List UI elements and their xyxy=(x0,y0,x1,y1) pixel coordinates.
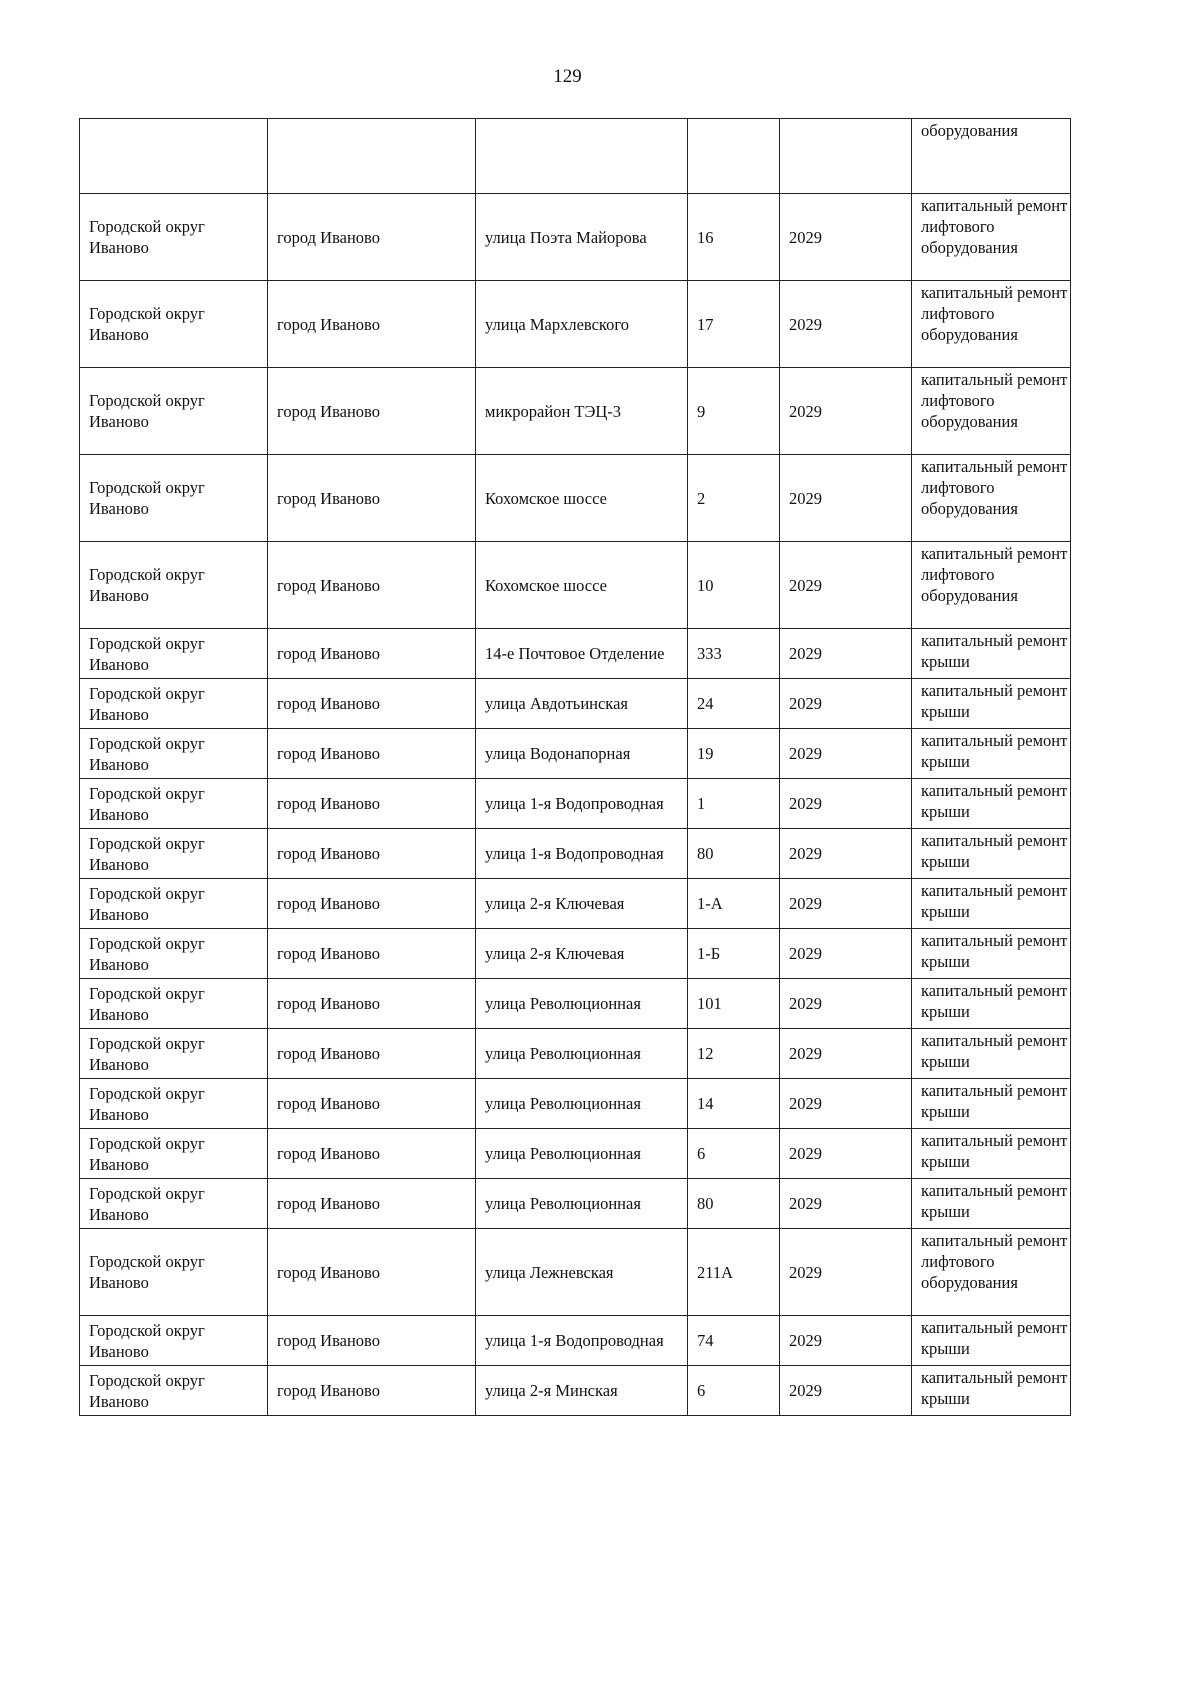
cell-year: 2029 xyxy=(780,629,912,679)
continuation-row xyxy=(80,119,1071,194)
table-row xyxy=(80,368,1071,455)
cell-city: город Иваново xyxy=(268,368,476,455)
table-row xyxy=(80,829,1071,879)
cell-city: город Иваново xyxy=(268,1366,476,1416)
table-row xyxy=(80,1079,1071,1129)
cell-work: капитальный ремонт лифтового оборудования xyxy=(912,542,1071,629)
cell-city: город Иваново xyxy=(268,779,476,829)
cell-street: улица Революционная xyxy=(476,1129,688,1179)
cell-district: Городской округ Иваново xyxy=(80,1229,268,1316)
cell-house: 16 xyxy=(688,194,780,281)
cell-district: Городской округ Иваново xyxy=(80,679,268,729)
cell-house: 14 xyxy=(688,1079,780,1129)
cell-district: Городской округ Иваново xyxy=(80,1366,268,1416)
cell-work: капитальный ремонт крыши xyxy=(912,829,1071,879)
cell-house: 17 xyxy=(688,281,780,368)
cell-district: Городской округ Иваново xyxy=(80,729,268,779)
cell-street: улица 2-я Минская xyxy=(476,1366,688,1416)
cell-city: город Иваново xyxy=(268,542,476,629)
cell-city: город Иваново xyxy=(268,1129,476,1179)
cell-year: 2029 xyxy=(780,542,912,629)
table-row xyxy=(80,779,1071,829)
cell-city: город Иваново xyxy=(268,455,476,542)
cell-street: улица Водонапорная xyxy=(476,729,688,779)
cell-district: Городской округ Иваново xyxy=(80,455,268,542)
cell-work: капитальный ремонт лифтового оборудования xyxy=(912,1229,1071,1316)
table-row xyxy=(80,194,1071,281)
cell-work: капитальный ремонт крыши xyxy=(912,879,1071,929)
cell-house: 12 xyxy=(688,1029,780,1079)
cell-district: Городской округ Иваново xyxy=(80,281,268,368)
cell-district xyxy=(80,119,268,194)
cell-street: улица 1-я Водопроводная xyxy=(476,1316,688,1366)
cell-year: 2029 xyxy=(780,1316,912,1366)
cell-year: 2029 xyxy=(780,1129,912,1179)
cell-street: улица Революционная xyxy=(476,979,688,1029)
cell-city xyxy=(268,119,476,194)
cell-district: Городской округ Иваново xyxy=(80,542,268,629)
cell-district: Городской округ Иваново xyxy=(80,1129,268,1179)
cell-year: 2029 xyxy=(780,829,912,879)
cell-work: капитальный ремонт крыши xyxy=(912,629,1071,679)
cell-work: капитальный ремонт крыши xyxy=(912,779,1071,829)
table-row xyxy=(80,542,1071,629)
cell-work: капитальный ремонт крыши xyxy=(912,1129,1071,1179)
cell-street: Кохомское шоссе xyxy=(476,455,688,542)
table-row xyxy=(80,1229,1071,1316)
table-row xyxy=(80,879,1071,929)
cell-house: 211А xyxy=(688,1229,780,1316)
cell-district: Городской округ Иваново xyxy=(80,368,268,455)
cell-year: 2029 xyxy=(780,1029,912,1079)
table-row xyxy=(80,1129,1071,1179)
cell-year: 2029 xyxy=(780,929,912,979)
cell-street: Кохомское шоссе xyxy=(476,542,688,629)
cell-district: Городской округ Иваново xyxy=(80,979,268,1029)
cell-house: 19 xyxy=(688,729,780,779)
cell-house: 6 xyxy=(688,1366,780,1416)
table-row xyxy=(80,929,1071,979)
cell-house: 6 xyxy=(688,1129,780,1179)
cell-district: Городской округ Иваново xyxy=(80,1316,268,1366)
cell-district: Городской округ Иваново xyxy=(80,779,268,829)
cell-work: капитальный ремонт лифтового оборудования xyxy=(912,194,1071,281)
table-row xyxy=(80,1316,1071,1366)
cell-year: 2029 xyxy=(780,679,912,729)
cell-city: город Иваново xyxy=(268,1229,476,1316)
cell-house: 10 xyxy=(688,542,780,629)
cell-year xyxy=(780,119,912,194)
cell-city: город Иваново xyxy=(268,679,476,729)
cell-street: улица Мархлевского xyxy=(476,281,688,368)
cell-work: капитальный ремонт лифтового оборудования xyxy=(912,281,1071,368)
cell-street: улица Революционная xyxy=(476,1029,688,1079)
cell-work: капитальный ремонт крыши xyxy=(912,729,1071,779)
cell-district: Городской округ Иваново xyxy=(80,194,268,281)
cell-street xyxy=(476,119,688,194)
table-row xyxy=(80,679,1071,729)
cell-city: город Иваново xyxy=(268,729,476,779)
cell-city: город Иваново xyxy=(268,194,476,281)
cell-house: 1-А xyxy=(688,879,780,929)
cell-year: 2029 xyxy=(780,281,912,368)
cell-house: 74 xyxy=(688,1316,780,1366)
cell-city: город Иваново xyxy=(268,1029,476,1079)
cell-street: улица Лежневская xyxy=(476,1229,688,1316)
cell-city: город Иваново xyxy=(268,281,476,368)
cell-house: 24 xyxy=(688,679,780,729)
cell-street: улица Поэта Майорова xyxy=(476,194,688,281)
table-row xyxy=(80,1029,1071,1079)
cell-street: улица 1-я Водопроводная xyxy=(476,779,688,829)
cell-city: город Иваново xyxy=(268,1079,476,1129)
cell-city: город Иваново xyxy=(268,1316,476,1366)
cell-work: капитальный ремонт крыши xyxy=(912,1316,1071,1366)
cell-house: 333 xyxy=(688,629,780,679)
cell-city: город Иваново xyxy=(268,979,476,1029)
cell-year: 2029 xyxy=(780,368,912,455)
cell-district: Городской округ Иваново xyxy=(80,1179,268,1229)
cell-street: улица Революционная xyxy=(476,1179,688,1229)
cell-work: оборудования xyxy=(912,119,1071,194)
cell-year: 2029 xyxy=(780,194,912,281)
cell-house: 1-Б xyxy=(688,929,780,979)
cell-district: Городской округ Иваново xyxy=(80,629,268,679)
cell-street: микрорайон ТЭЦ-3 xyxy=(476,368,688,455)
cell-year: 2029 xyxy=(780,879,912,929)
table-row xyxy=(80,455,1071,542)
table-body xyxy=(80,119,1071,1416)
table-row xyxy=(80,729,1071,779)
cell-city: город Иваново xyxy=(268,929,476,979)
cell-street: улица 2-я Ключевая xyxy=(476,879,688,929)
page-number: 129 xyxy=(553,66,582,87)
cell-city: город Иваново xyxy=(268,1179,476,1229)
repair-schedule-table xyxy=(79,118,1071,1416)
cell-year: 2029 xyxy=(780,455,912,542)
cell-work: капитальный ремонт лифтового оборудования xyxy=(912,455,1071,542)
cell-work: капитальный ремонт лифтового оборудования xyxy=(912,368,1071,455)
cell-house: 1 xyxy=(688,779,780,829)
cell-work: капитальный ремонт крыши xyxy=(912,979,1071,1029)
cell-street: улица 2-я Ключевая xyxy=(476,929,688,979)
cell-year: 2029 xyxy=(780,1179,912,1229)
cell-city: город Иваново xyxy=(268,879,476,929)
cell-work: капитальный ремонт крыши xyxy=(912,1179,1071,1229)
cell-year: 2029 xyxy=(780,779,912,829)
cell-house: 2 xyxy=(688,455,780,542)
cell-street: улица Авдотьинская xyxy=(476,679,688,729)
cell-house xyxy=(688,119,780,194)
cell-street: улица Революционная xyxy=(476,1079,688,1129)
cell-house: 9 xyxy=(688,368,780,455)
cell-street: 14-е Почтовое Отделение xyxy=(476,629,688,679)
table-row xyxy=(80,979,1071,1029)
cell-year: 2029 xyxy=(780,1079,912,1129)
table-row xyxy=(80,1366,1071,1416)
cell-house: 101 xyxy=(688,979,780,1029)
cell-district: Городской округ Иваново xyxy=(80,929,268,979)
cell-street: улица 1-я Водопроводная xyxy=(476,829,688,879)
cell-year: 2029 xyxy=(780,729,912,779)
cell-house: 80 xyxy=(688,1179,780,1229)
cell-city: город Иваново xyxy=(268,629,476,679)
table-row xyxy=(80,629,1071,679)
cell-work: капитальный ремонт крыши xyxy=(912,679,1071,729)
cell-year: 2029 xyxy=(780,1366,912,1416)
cell-work: капитальный ремонт крыши xyxy=(912,1366,1071,1416)
table-row xyxy=(80,1179,1071,1229)
cell-work: капитальный ремонт крыши xyxy=(912,1079,1071,1129)
cell-work: капитальный ремонт крыши xyxy=(912,1029,1071,1079)
cell-year: 2029 xyxy=(780,1229,912,1316)
cell-district: Городской округ Иваново xyxy=(80,1079,268,1129)
cell-district: Городской округ Иваново xyxy=(80,1029,268,1079)
cell-district: Городской округ Иваново xyxy=(80,829,268,879)
cell-work: капитальный ремонт крыши xyxy=(912,929,1071,979)
cell-house: 80 xyxy=(688,829,780,879)
table-row xyxy=(80,281,1071,368)
cell-city: город Иваново xyxy=(268,829,476,879)
cell-year: 2029 xyxy=(780,979,912,1029)
cell-district: Городской округ Иваново xyxy=(80,879,268,929)
